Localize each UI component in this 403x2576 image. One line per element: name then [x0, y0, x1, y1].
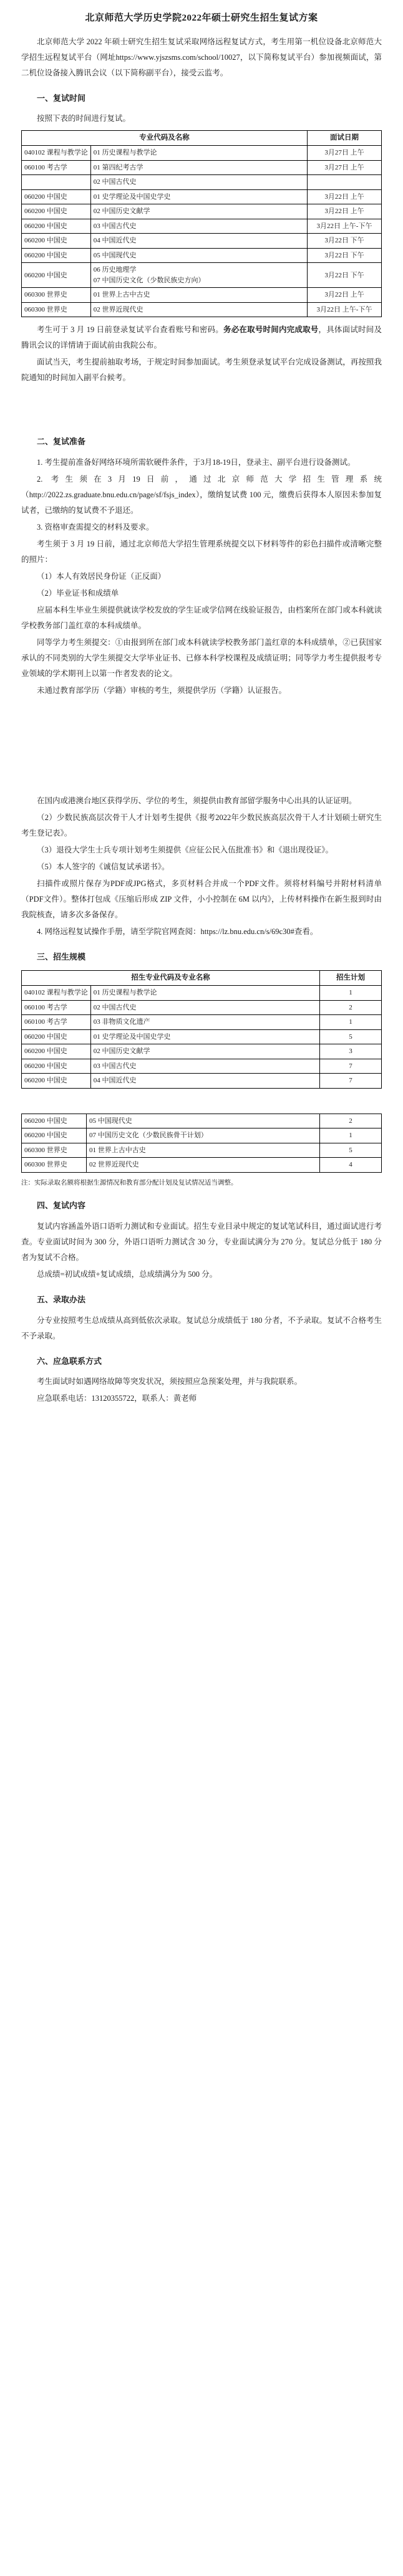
s2-item-4: （1）本人有效居民身份证（正反面）: [37, 572, 166, 581]
cell-major-name: 02 中国历史文献学: [90, 204, 307, 219]
after-table-note-2: 面试当天，考生提前抽取考场，于规定时间参加面试。考生须登录复试平台完成设备测试，再按照我院通知的时间加入副平台候考。: [21, 358, 382, 383]
section-heading-2: 二、复试准备: [37, 437, 86, 447]
cell-major-code: 060300 世界史: [22, 302, 91, 317]
table-row: [22, 1114, 382, 1128]
s2-item-3: 考生须于 3 月 19 日前，通过北京师范大学招生管理系统提交以下材料等件的彩色扫描件或清晰完整的照片：: [21, 540, 382, 565]
cell-major-name: 06 历史地理学 07 中国历史文化（少数民族史方向）: [90, 263, 307, 288]
table-note: 注：实际录取名额将根据生源情况和教育部分配计划及复试情况适当调整。: [21, 1179, 238, 1186]
spacer-2: [21, 700, 382, 793]
cell-major-name: 07 中国历史文化（少数民族骨干计划）: [87, 1128, 320, 1143]
cell-plan-count: 7: [320, 1074, 382, 1089]
cell-major-name: 01 史学理论及中国史学史: [90, 189, 307, 204]
col-header-major-plan: 招生专业代码及专业名称: [22, 970, 320, 985]
cell-major-name: 03 非物质文化遗产: [90, 1015, 319, 1030]
s2b-item-2: （3）退役大学生士兵专项计划考生须提供《应征公民入伍批准书》和《退出现役证》。: [37, 846, 334, 855]
cell-interview-date: 3月27日 上午: [308, 160, 382, 175]
cell-major-name: 01 第四纪考古学: [90, 160, 307, 175]
enrollment-plan-table: [21, 970, 382, 1089]
cell-major-code: 060100 考古学: [22, 1000, 91, 1015]
cell-plan-count: 4: [320, 1158, 382, 1173]
page-title: 北京师范大学历史学院2022年硕士研究生招生复试方案: [85, 13, 318, 23]
s5-para-0: 分专业按照考生总成绩从高到低依次录取。复试总分成绩低于 180 分者，不予录取。复试不合格考生不予录取。: [21, 1315, 382, 1340]
col-header-date: 面试日期: [308, 131, 382, 146]
cell-interview-date: 3月22日 上午-下午: [308, 302, 382, 317]
cell-interview-date: 3月22日 上午: [308, 288, 382, 303]
table-row: [22, 1000, 382, 1015]
s6-para-1: 应急联系电话：13120355722，联系人：黄老师: [37, 1394, 197, 1403]
s2-item-7: 同等学力考生须提交：①由报到所在部门或本科就读学校教务部门盖红章的本科成绩单，②已获国家承认的不同类别的大学生须提交大学毕业证书、已修本科学校课程及成绩证明；同等学力考生提供报考专业领域的学术期刊上以第一作者发表的论文。: [21, 638, 382, 679]
s2b-item-1: （2）少数民族高层次骨干人才计划考生提供《报考2022年少数民族高层次骨干人才计划硕士研究生考生登记表》。: [21, 813, 382, 838]
cell-plan-count: 7: [320, 1059, 382, 1074]
table-row: [22, 204, 382, 219]
table-row: [22, 1029, 382, 1044]
table-row: [22, 189, 382, 204]
table-row: [22, 1158, 382, 1173]
cell-major-code: 060200 中国史: [22, 248, 91, 263]
cell-major-code: 060200 中国史: [22, 219, 91, 234]
cell-major-code: 060200 中国史: [22, 234, 91, 249]
table-header-row: [22, 970, 382, 985]
cell-major-code: 060200 中国史: [22, 263, 91, 288]
enrollment-plan-table-continued: [21, 1114, 382, 1173]
cell-interview-date: 3月22日 下午: [308, 263, 382, 288]
s2b-item-5: 4. 网络远程复试操作手册，请至学院官网查阅：https://lz.bnu.edu.cn/s/69c30#查看。: [37, 927, 318, 937]
table-row: [22, 302, 382, 317]
cell-major-code: 060200 中国史: [22, 1029, 91, 1044]
table-row: [22, 160, 382, 175]
cell-major-code: [22, 175, 91, 190]
table-row: [22, 1044, 382, 1059]
cell-major-name: 01 史学理论及中国史学史: [90, 1029, 319, 1044]
section-heading-3: 三、招生规模: [37, 952, 86, 962]
cell-interview-date: 3月22日 上午-下午: [308, 219, 382, 234]
cell-major-name: 05 中国现代史: [90, 248, 307, 263]
cell-major-name: 05 中国现代史: [87, 1114, 320, 1128]
table-row: [22, 1128, 382, 1143]
table-row: [22, 288, 382, 303]
cell-major-code: 060200 中国史: [22, 204, 91, 219]
cell-major-code: 060200 中国史: [22, 1128, 87, 1143]
s2-item-2: 3. 资格审查需提交的材料及要求。: [37, 523, 154, 532]
table-row: [22, 1074, 382, 1089]
s2-item-8: 未通过教育部学历（学籍）审核的考生，须提供学历（学籍）认证报告。: [37, 686, 287, 695]
cell-major-name: 02 中国古代史: [90, 1000, 319, 1015]
cell-interview-date: [308, 175, 382, 190]
cell-plan-count: 1: [320, 1015, 382, 1030]
s2-item-0: 1. 考生提前准备好网络环境所需软硬件条件，于3月18-19日，登录主、副平台进行设备测试。: [37, 458, 356, 467]
cell-major-code: 060300 世界史: [22, 1158, 87, 1173]
table-row: [22, 219, 382, 234]
spacer-bottom: [21, 1408, 382, 1433]
table-row: [22, 263, 382, 288]
cell-major-name: 01 世界上古中古史: [87, 1143, 320, 1158]
s6-para-0: 考生面试时如遇网络故障等突发状况，须按照应急预案处理，并与我院联系。: [37, 1377, 303, 1386]
cell-major-name: 02 中国历史文献学: [90, 1044, 319, 1059]
cell-major-name: 01 历史课程与教学论: [90, 146, 307, 161]
table-row: [22, 175, 382, 190]
cell-major-name: 02 世界近现代史: [87, 1158, 320, 1173]
s2-item-5: （2）毕业证书和成绩单: [37, 589, 119, 598]
cell-major-code: 040102 课程与教学论: [22, 986, 91, 1001]
col-header-plan: 招生计划: [320, 970, 382, 985]
cell-major-code: 060200 中国史: [22, 1044, 91, 1059]
cell-major-name: 03 中国古代史: [90, 219, 307, 234]
cell-plan-count: 2: [320, 1114, 382, 1128]
table-row: [22, 146, 382, 161]
cell-plan-count: 5: [320, 1029, 382, 1044]
cell-interview-date: 3月22日 上午: [308, 204, 382, 219]
section-heading-5: 五、录取办法: [37, 1295, 86, 1305]
cell-major-code: 060300 世界史: [22, 1143, 87, 1158]
section-heading-4: 四、复试内容: [37, 1201, 86, 1211]
s2b-item-3: （5）本人签字的《诚信复试承诺书》。: [37, 862, 170, 872]
s4-para-0: 复试内容涵盖外语口语听力测试和专业面试。招生专业目录中规定的复试笔试科目，通过面试进行考查。专业面试时间为 300 分，外语口语听力测试含 30 分，专业面试满分为 270 分。复试总分低于 180 分者为复试不合格。: [21, 1222, 382, 1262]
cell-plan-count: 2: [320, 1000, 382, 1015]
cell-major-name: 02 世界近现代史: [90, 302, 307, 317]
cell-plan-count: 5: [320, 1143, 382, 1158]
table-header-row: [22, 131, 382, 146]
s4-para-1: 总成绩=初试成绩+复试成绩，总成绩满分为 500 分。: [37, 1270, 218, 1279]
table-row: [22, 1015, 382, 1030]
table-row: [22, 986, 382, 1001]
cell-interview-date: 3月22日 下午: [308, 248, 382, 263]
cell-major-code: 060200 中国史: [22, 1114, 87, 1128]
cell-major-code: 060300 世界史: [22, 288, 91, 303]
s2-item-6: 应届本科生毕业生须提供就读学校发放的学生证或学信网在线验证报告，由档案所在部门或本科就读学校教务部门盖红章的本科成绩单。: [21, 606, 382, 631]
cell-major-name: 01 世界上古中古史: [90, 288, 307, 303]
section-heading-1: 一、复试时间: [37, 93, 86, 103]
cell-major-code: 060100 考古学: [22, 1015, 91, 1030]
cell-major-code: 060200 中国史: [22, 189, 91, 204]
intro-paragraph: 北京师范大学 2022 年硕士研究生招生复试采取网络远程复试方式，考生用第一机位设备北京师范大学招生远程复试平台（网址https://www.yjszsms.com/school/10027，以下简称复试平台）参加视频面试，第二机位设备接入腾讯会议（以下简称副平台），接受云监考。: [21, 37, 382, 77]
after-table-note-1: [21, 322, 382, 353]
cell-major-name: 04 中国近代史: [90, 234, 307, 249]
cell-interview-date: 3月22日 上午: [308, 189, 382, 204]
s2b-item-0: 在国内或港澳台地区获得学历、学位的考生，须提供由教育部留学服务中心出具的认证证明。: [37, 796, 357, 806]
cell-major-code: 060200 中国史: [22, 1074, 91, 1089]
cell-major-name: 03 中国古代史: [90, 1059, 319, 1074]
cell-major-code: 040102 课程与教学论: [22, 146, 91, 161]
section-heading-6: 六、应急联系方式: [37, 1356, 102, 1366]
spacer-1: [21, 387, 382, 424]
table-row: [22, 248, 382, 263]
table-row: [22, 1143, 382, 1158]
cell-major-name: 02 中国古代史: [90, 175, 307, 190]
spacer-3: [21, 1094, 382, 1110]
cell-interview-date: 3月22日 下午: [308, 234, 382, 249]
interview-schedule-table: [21, 130, 382, 317]
cell-interview-date: 3月27日 上午: [308, 146, 382, 161]
cell-major-code: 060100 考古学: [22, 160, 91, 175]
section-1-paragraph: 按照下表的时间进行复试。: [37, 114, 131, 123]
after-table-text-1: 考生可于 3 月 19 日前登录复试平台查看账号和密码。务必在取号时间内完成取号，具体面试时间及腾讯会议的详情请于面试前由我院公布。: [21, 325, 382, 350]
cell-plan-count: 3: [320, 1044, 382, 1059]
s2-item-1: 2. 考生须在3月19日前，通过北京师范大学招生管理系统（http://2022.zs.graduate.bnu.edu.cn/page/sf/fsjs_index），缴纳复试费 100 元，缴费后获得本人原因未参加复试者，已缴纳的复试费不予退还。: [21, 475, 382, 515]
cell-plan-count: 1: [320, 986, 382, 1001]
table-row: [22, 234, 382, 249]
cell-plan-count: 1: [320, 1128, 382, 1143]
s2b-item-4: 扫描件或照片保存为PDF或JPG格式，多页材料合并成一个PDF文件。须将材料编号并附材料清单（PDF文件）。整体打包成《压缩后形成 ZIP 文件，小小控制在 6M 以内》，上传材料操作在新生报到时由我院核查，请多次多备保存。: [21, 879, 382, 920]
cell-major-code: 060200 中国史: [22, 1059, 91, 1074]
cell-major-name: 01 历史课程与教学论: [90, 986, 319, 1001]
table-row: [22, 1059, 382, 1074]
col-header-major: 专业代码及名称: [22, 131, 308, 146]
cell-major-name: 04 中国近代史: [90, 1074, 319, 1089]
